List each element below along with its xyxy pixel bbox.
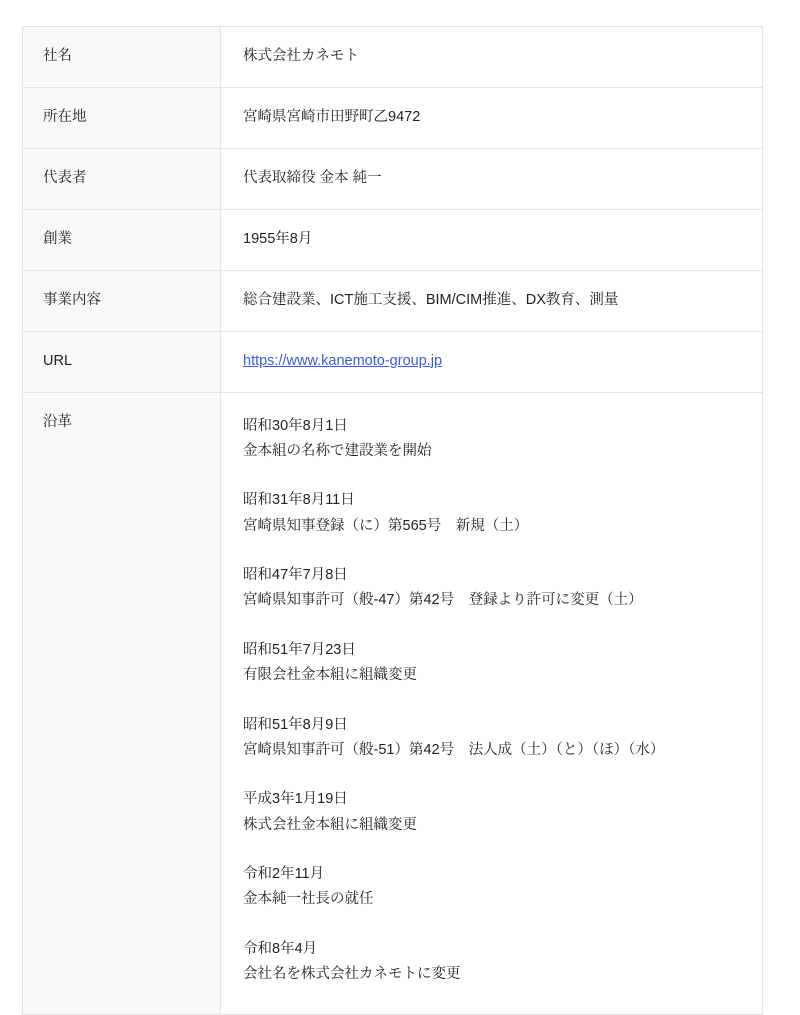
row-label-history: 沿革: [23, 392, 221, 1014]
row-label-representative: 代表者: [23, 148, 221, 209]
row-value-founded: 1955年8月: [221, 209, 763, 270]
table-row: [23, 331, 763, 392]
history-entry-text: 金本組の名称で建設業を開始: [243, 442, 432, 459]
history-entry: [243, 787, 746, 838]
history-entry-date: 昭和30年8月1日: [243, 417, 348, 434]
table-row: [23, 270, 763, 331]
history-entry-date: 平成3年1月19日: [243, 791, 348, 808]
table-row: [23, 87, 763, 148]
history-entry-text: 有限会社金本組に組織変更: [243, 667, 417, 684]
company-url-link[interactable]: https://www.kanemoto-group.jp: [243, 352, 443, 369]
history-entry-date: 昭和47年7月8日: [243, 567, 348, 584]
history-entry-text: 宮崎県知事許可（般-47）第42号 登録より許可に変更（土）: [243, 592, 643, 609]
history-entry-date: 令和8年4月: [243, 940, 318, 957]
history-entry: [243, 937, 746, 988]
history-entry-date: 昭和51年7月23日: [243, 641, 356, 658]
history-entry-text: 宮崎県知事許可（般-51）第42号 法人成（土）（と）（ほ）（水）: [243, 741, 665, 758]
history-entry-date: 令和2年11月: [243, 866, 325, 883]
history-entry: [243, 414, 746, 465]
history-entry: [243, 488, 746, 539]
history-entry: [243, 638, 746, 689]
history-entry-date: 昭和51年8月9日: [243, 716, 348, 733]
row-value-business: 総合建設業、ICT施工支援、BIM/CIM推進、DX教育、測量: [221, 270, 763, 331]
history-entry-text: 宮崎県知事登録（に）第565号 新規（土）: [243, 517, 529, 534]
table-row: [23, 392, 763, 1014]
table-row: [23, 148, 763, 209]
row-label-url: URL: [23, 331, 221, 392]
row-label-company-name: 社名: [23, 27, 221, 88]
history-entry-text: 株式会社金本組に組織変更: [243, 816, 417, 833]
company-profile-table: [22, 26, 763, 1015]
history-entry-text: 会社名を株式会社カネモトに変更: [243, 966, 461, 983]
history-entry: [243, 563, 746, 614]
row-value-address: 宮崎県宮崎市田野町乙9472: [221, 87, 763, 148]
row-value-representative: 代表取締役 金本 純一: [221, 148, 763, 209]
history-entry-text: 金本純一社長の就任: [243, 891, 374, 908]
row-label-business: 事業内容: [23, 270, 221, 331]
table-body: [23, 27, 763, 1015]
row-label-founded: 創業: [23, 209, 221, 270]
table-row: [23, 27, 763, 88]
row-label-address: 所在地: [23, 87, 221, 148]
row-value-company-name: 株式会社カネモト: [221, 27, 763, 88]
history-entry: [243, 713, 746, 764]
history-entry-date: 昭和31年8月11日: [243, 492, 355, 509]
table-row: [23, 209, 763, 270]
row-value-url: [221, 331, 763, 392]
row-value-history: [221, 392, 763, 1014]
history-entry: [243, 862, 746, 913]
